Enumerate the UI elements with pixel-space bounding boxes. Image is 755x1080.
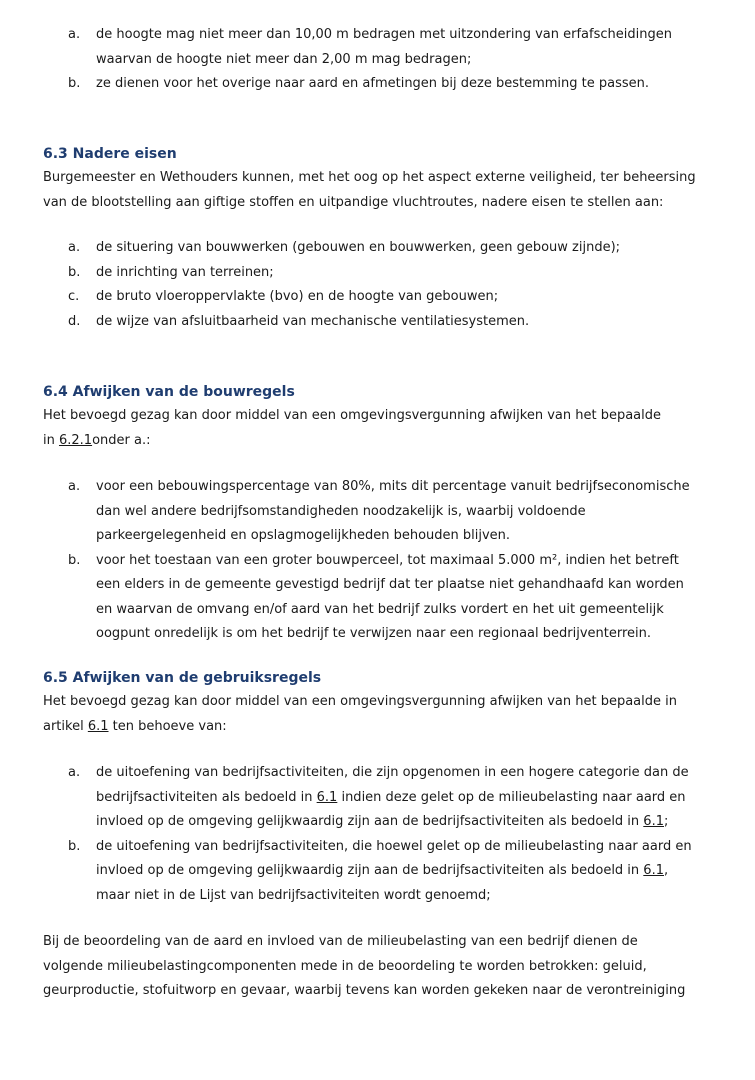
list-text: parkeergelegenheid en opslagmogelijkheden behouden blijven. [96, 528, 511, 543]
list-text [96, 786, 755, 811]
paragraph-line [43, 429, 715, 454]
list-text: de situering van bouwwerken (gebouwen en bouwwerken, geen gebouw zijnde); [96, 240, 621, 255]
list-marker: d. [68, 313, 81, 329]
text-segment: ; [663, 814, 669, 829]
text-segment: indien deze gelet op de milieubelasting naar aard en [337, 789, 686, 805]
list-text: en waarvan de omvang en/of aard van het bedrijf zulks vordert en het uit gemeentelijk [96, 601, 664, 617]
list-text: waarvan de hoogte niet meer dan 2,00 m mag bedragen; [96, 51, 472, 67]
list-item [0, 23, 755, 72]
list-text: voor het toestaan van een groter bouwperceel, tot maximaal 5.000 m², indien het betreft [96, 552, 679, 568]
paragraph [0, 930, 755, 1004]
list-marker: b. [68, 838, 81, 854]
section-6-5 [0, 666, 755, 739]
list-text [96, 810, 755, 835]
article-link[interactable]: 6.1 [643, 863, 664, 878]
list-item [0, 261, 755, 286]
top-list [0, 23, 755, 97]
list-marker: a. [68, 765, 81, 780]
section-6-4-list [0, 475, 755, 647]
list-marker: a. [68, 240, 81, 255]
list-text: maar niet in de Lijst van bedrijfsactiviteiten wordt genoemd; [96, 887, 491, 903]
list-item [0, 310, 755, 335]
section-heading: 6.3 Nadere eisen [43, 146, 177, 162]
list-text: oogpunt onredelijk is om het bedrijf te verwijzen naar een regionaal bedrijventerrein. [96, 626, 652, 641]
list-marker: c. [68, 289, 80, 304]
text-segment: artikel [43, 718, 88, 734]
closing-paragraph [0, 930, 755, 1004]
list-marker: a. [68, 27, 81, 42]
paragraph-line: Bij de beoordeling van de aard en invloed van de milieubelasting van een bedrijf dienen de [43, 934, 638, 949]
list-item [0, 72, 755, 97]
list-marker: b. [68, 76, 81, 91]
section-6-3-list [0, 236, 755, 334]
list-item [0, 285, 755, 310]
section-6-5-list [0, 761, 755, 908]
list-text: de uitoefening van bedrijfsactiviteiten, die hoewel gelet op de milieubelasting naar aard en [96, 838, 692, 854]
text-segment: , [663, 863, 669, 878]
section-heading: 6.4 Afwijken van de bouwregels [43, 384, 295, 400]
list-text: de hoogte mag niet meer dan 10,00 m bedragen met uitzondering van erfafscheidingen [96, 27, 672, 42]
section-6-3 [0, 142, 755, 215]
paragraph-line: Het bevoegd gezag kan door middel van een omgevingsvergunning afwijken van het bepaalde [43, 408, 662, 423]
paragraph-line: volgende milieubelastingcomponenten mede in de beoordeling te worden betrokken: geluid, [43, 958, 647, 974]
paragraph-line: geurproductie, stofuitworp en gevaar, waarbij tevens kan worden gekeken naar de verontreiniging [43, 983, 686, 998]
list-text: dan wel andere bedrijfsomstandigheden noodzakelijk is, waarbij voldoende [96, 503, 586, 519]
list-text: een elders in de gemeente gevestigd bedrijf dat ter plaatse niet gehandhaafd kan worden [96, 577, 684, 592]
text-segment: in [43, 432, 59, 448]
paragraph-line: van de blootstelling aan giftige stoffen en uitpandige vluchtroutes, nadere eisen te stellen aan: [43, 194, 664, 210]
list-text: de inrichting van terreinen; [96, 264, 274, 280]
paragraph [0, 166, 755, 215]
list-item [0, 761, 755, 835]
text-segment: invloed op de omgeving gelijkwaardig zijn aan de bedrijfsactiviteiten als bedoeld in [96, 814, 644, 829]
article-link[interactable]: 6.1 [316, 789, 338, 805]
list-item [0, 835, 755, 909]
paragraph-line: Het bevoegd gezag kan door middel van een omgevingsvergunning afwijken van het bepaalde in [43, 694, 677, 709]
article-link[interactable]: 6.2.1 [58, 432, 93, 448]
paragraph [0, 404, 755, 453]
list-text: de uitoefening van bedrijfsactiviteiten, die zijn opgenomen in een hogere categorie dan de [96, 765, 689, 780]
list-text: de bruto vloeroppervlakte (bvo) en de hoogte van gebouwen; [96, 289, 499, 304]
article-link[interactable]: 6.1 [87, 718, 109, 734]
paragraph [0, 690, 755, 739]
list-item [0, 549, 755, 647]
list-marker: a. [68, 479, 81, 494]
section-6-4 [0, 380, 755, 453]
list-text: de wijze van afsluitbaarheid van mechanische ventilatiesystemen. [96, 313, 530, 329]
list-item [0, 236, 755, 261]
text-segment: invloed op de omgeving gelijkwaardig zijn aan de bedrijfsactiviteiten als bedoeld in [96, 863, 644, 878]
text-segment: onder a.: [92, 432, 151, 448]
text-segment: ten behoeve van: [108, 718, 227, 734]
list-text [96, 859, 755, 884]
list-marker: b. [68, 264, 81, 280]
paragraph-line: Burgemeester en Wethouders kunnen, met het oog op het aspect externe veiligheid, ter beheersing [43, 170, 696, 185]
section-heading: 6.5 Afwijken van de gebruiksregels [43, 670, 322, 686]
paragraph-line [43, 715, 715, 740]
article-link[interactable]: 6.1 [643, 814, 664, 829]
list-marker: b. [68, 552, 81, 568]
text-segment: bedrijfsactiviteiten als bedoeld in [96, 789, 317, 805]
list-text: voor een bebouwingspercentage van 80%, mits dit percentage vanuit bedrijfseconomische [96, 479, 690, 494]
list-item [0, 475, 755, 549]
list-text: ze dienen voor het overige naar aard en afmetingen bij deze bestemming te passen. [96, 76, 650, 91]
